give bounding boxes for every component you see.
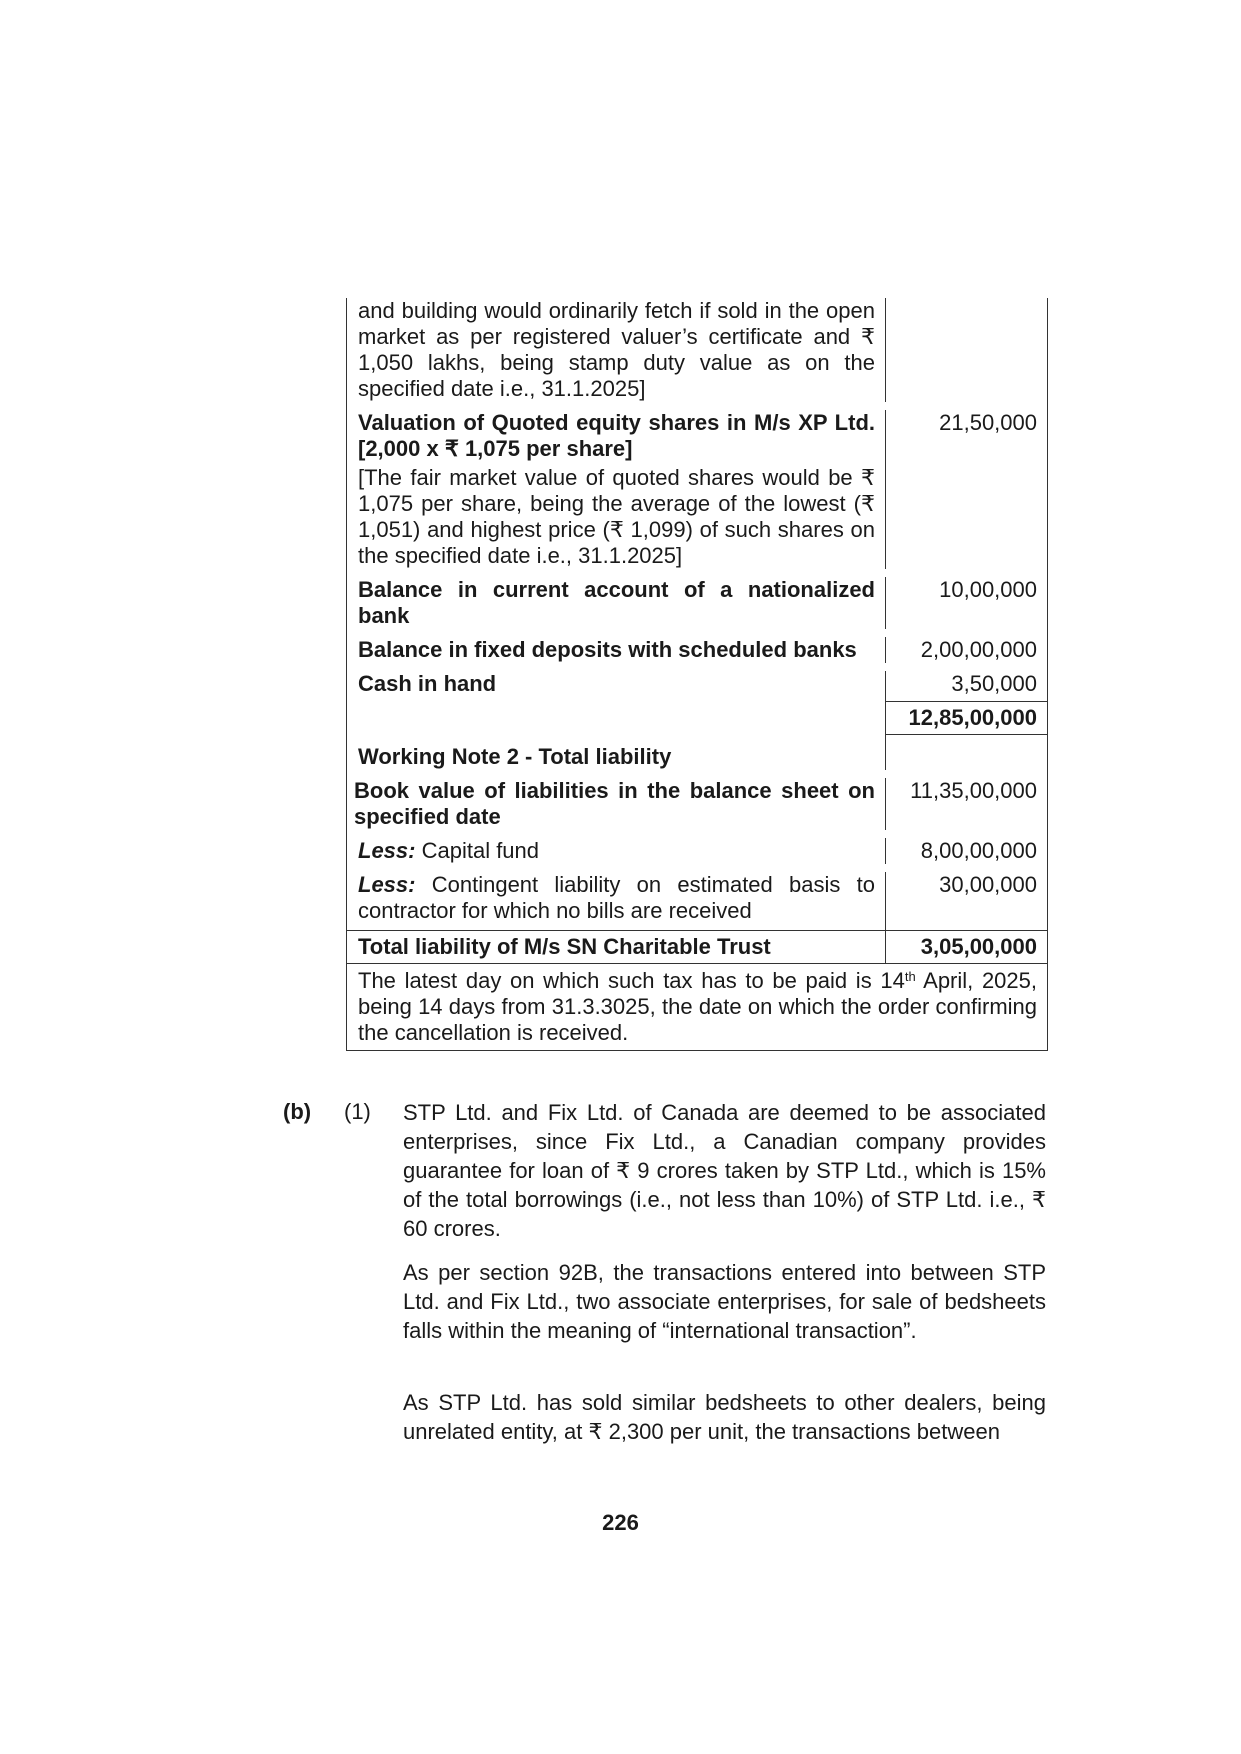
fixed-deposits-amount: 2,00,00,000 <box>885 637 1047 663</box>
item-number: (1) <box>344 1099 371 1124</box>
table-row <box>347 735 1047 770</box>
row-amount <box>885 298 1047 402</box>
paragraph: As per section 92B, the transactions entered into between STP Ltd. and Fix Ltd., two associate enterprises, for sale of bedsheets falls within the meaning of “international transaction”. <box>403 1260 1046 1343</box>
cash-in-hand-amount: 3,50,000 <box>885 671 1047 701</box>
paragraph: As STP Ltd. has sold similar bedsheets to other dealers, being unrelated entity, at ₹ 2,300 per unit, the transactions between <box>403 1390 1046 1444</box>
contingent-liability-label: Less: Contingent liability on estimated basis to contractor for which no bills are received <box>358 872 875 923</box>
current-account-label: Balance in current account of a nationalized bank <box>358 577 875 628</box>
quoted-shares-title: Valuation of Quoted equity shares in M/s XP Ltd. [2,000 x ₹ 1,075 per share] <box>358 410 875 461</box>
quoted-shares-note: [The fair market value of quoted shares would be ₹ 1,075 per share, being the average of the lowest (₹ 1,051) and highest price (₹ 1,099) of such shares on the specified date i.e., 31.1.2025] <box>358 465 875 568</box>
current-account-amount: 10,00,000 <box>885 577 1047 629</box>
total-assets-amount: 12,85,00,000 <box>885 701 1047 735</box>
page-number: 226 <box>602 1510 639 1535</box>
table-row <box>347 701 1047 735</box>
table-row <box>347 629 1047 663</box>
table-row <box>347 663 1047 701</box>
total-liability-label: Total liability of M/s SN Charitable Trust <box>358 934 771 959</box>
table-row <box>347 830 1047 864</box>
table-row <box>347 569 1047 629</box>
contingent-liability-amount: 30,00,000 <box>885 872 1047 930</box>
capital-fund-amount: 8,00,00,000 <box>885 838 1047 864</box>
valuation-table <box>346 298 1048 1051</box>
payment-deadline-note: The latest day on which such tax has to be paid is 14th April, 2025, being 14 days from 31.3.3025, the date on which the order confirming the cancellation is received. <box>347 963 1047 1051</box>
book-value-label: Book value of liabilities in the balance sheet on specified date <box>354 778 875 829</box>
table-row <box>347 298 1047 402</box>
fixed-deposits-label: Balance in fixed deposits with scheduled banks <box>358 637 857 662</box>
table-row <box>347 770 1047 830</box>
row-description: and building would ordinarily fetch if sold in the open market as per registered valuer’s certificate and ₹ 1,050 lakhs, being stamp duty value as on the specified date i.e., 31.1.2025] <box>358 298 875 401</box>
table-row <box>347 864 1047 930</box>
total-liability-amount: 3,05,00,000 <box>885 931 1047 963</box>
section-label: (b) <box>283 1099 312 1124</box>
quoted-shares-amount: 21,50,000 <box>885 410 1047 569</box>
paragraph: STP Ltd. and Fix Ltd. of Canada are deemed to be associated enterprises, since Fix Ltd., a Canadian company provides guarantee for loan of ₹ 9 crores taken by STP Ltd., which is 15% of the total borrowings (i.e., not less than 10%) of STP Ltd. i.e., ₹ 60 crores. <box>403 1100 1046 1241</box>
capital-fund-label: Less: Capital fund <box>358 838 540 863</box>
book-value-amount: 11,35,00,000 <box>885 778 1047 830</box>
working-note-2-title: Working Note 2 - Total liability <box>358 744 672 769</box>
table-row <box>347 402 1047 569</box>
cash-in-hand-label: Cash in hand <box>358 671 497 696</box>
table-row <box>347 930 1047 963</box>
